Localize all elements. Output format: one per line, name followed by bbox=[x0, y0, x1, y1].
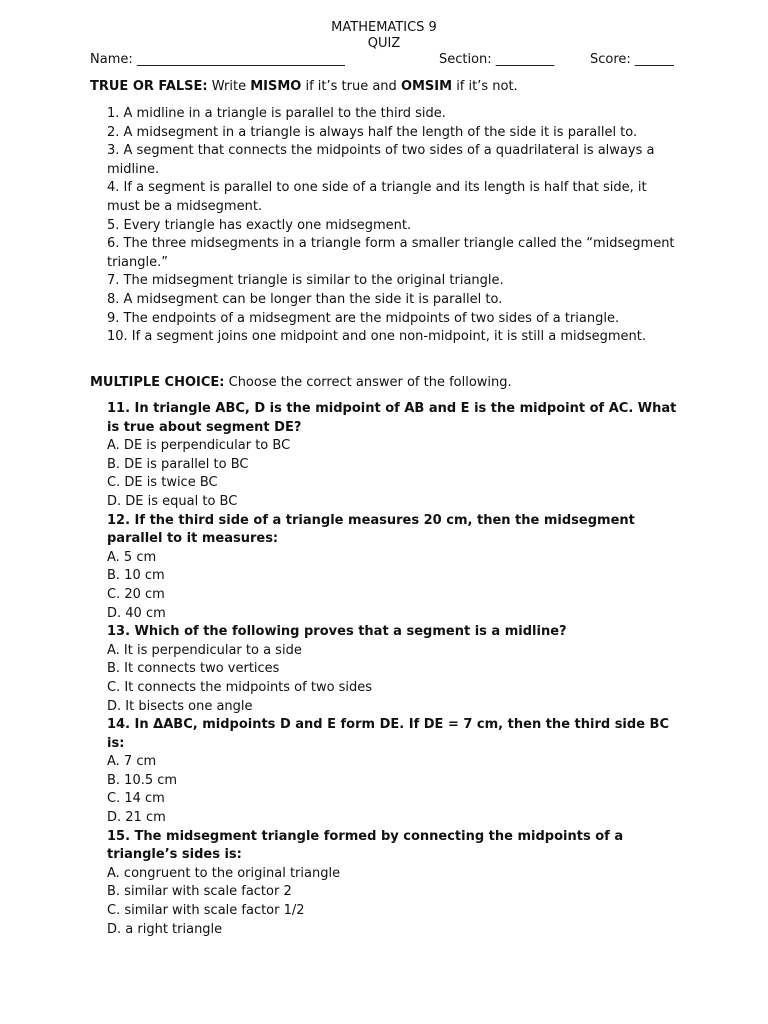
tf-instr-part2: if it’s true and bbox=[301, 79, 401, 94]
true-false-heading: TRUE OR FALSE: bbox=[90, 79, 208, 94]
omsim-keyword: OMSIM bbox=[400, 79, 453, 94]
multiple-choice-list bbox=[107, 400, 687, 939]
mc-option: C. It connects the midpoints of two sides bbox=[107, 679, 373, 695]
mc-option: B. similar with scale factor 2 bbox=[107, 884, 292, 900]
mc-question: 11. In triangle ABC, D is the midpoint of AB and E is the midpoint of AC. What is true about segment DE? bbox=[107, 401, 677, 435]
mc-question-block bbox=[107, 623, 687, 716]
mc-question-block bbox=[107, 716, 687, 828]
mc-option: B. 10.5 cm bbox=[107, 772, 178, 788]
mc-option: D. a right triangle bbox=[107, 921, 223, 937]
mc-question: 15. The midsegment triangle formed by connecting the midpoints of a triangle’s sides is: bbox=[107, 828, 624, 863]
mc-option: A. 5 cm bbox=[107, 549, 157, 565]
tf-item: 2. A midsegment in a triangle is always half the length of the side it is parallel to. bbox=[107, 124, 638, 140]
tf-item: 3. A segment that connects the midpoints of two sides of a quadrilateral is always a midline. bbox=[107, 143, 655, 177]
mc-question: 13. Which of the following proves that a segment is a midline? bbox=[107, 624, 567, 640]
mc-option: D. It bisects one angle bbox=[107, 698, 253, 714]
score-field: Score: ______ bbox=[590, 52, 674, 67]
mc-question: 14. In ΔABC, midpoints D and E form DE. If DE = 7 cm, then the third side BC is: bbox=[107, 717, 669, 751]
mc-option: A. congruent to the original triangle bbox=[107, 865, 341, 881]
mc-instruction: Choose the correct answer of the following. bbox=[224, 375, 512, 390]
tf-item: 5. Every triangle has exactly one midsegment. bbox=[107, 217, 412, 233]
tf-instr-part3: if it’s not. bbox=[452, 79, 518, 94]
tf-item: 9. The endpoints of a midsegment are the midpoints of two sides of a triangle. bbox=[107, 310, 620, 326]
student-info-row bbox=[90, 51, 680, 68]
tf-item: 8. A midsegment can be longer than the side it is parallel to. bbox=[107, 291, 503, 307]
mc-option: C. 14 cm bbox=[107, 791, 165, 807]
name-field: Name: ________________________________ bbox=[90, 52, 345, 67]
mc-option: B. It connects two vertices bbox=[107, 661, 280, 677]
mc-option: D. 21 cm bbox=[107, 810, 166, 826]
tf-item: 10. If a segment joins one midpoint and one non-midpoint, it is still a midsegment. bbox=[107, 329, 647, 345]
mc-option: D. 40 cm bbox=[107, 605, 166, 621]
tf-item: 7. The midsegment triangle is similar to the original triangle. bbox=[107, 273, 504, 289]
mc-question-block bbox=[107, 512, 687, 624]
true-false-list bbox=[107, 105, 677, 347]
section-field: Section: _________ bbox=[439, 52, 555, 67]
tf-item: 6. The three midsegments in a triangle form a smaller triangle called the “midsegment triangle.” bbox=[107, 236, 675, 270]
mc-option: B. DE is parallel to BC bbox=[107, 456, 249, 472]
mc-question: 12. If the third side of a triangle measures 20 cm, then the midsegment parallel to it measures: bbox=[107, 512, 635, 547]
mc-question-block bbox=[107, 400, 687, 512]
mc-option: A. DE is perpendicular to BC bbox=[107, 438, 291, 454]
mismo-keyword: MISMO bbox=[250, 79, 302, 94]
multiple-choice-heading: MULTIPLE CHOICE: bbox=[90, 375, 225, 390]
mc-option: C. 20 cm bbox=[107, 586, 165, 602]
tf-instr-part1: Write bbox=[207, 79, 251, 94]
mc-option: B. 10 cm bbox=[107, 568, 165, 584]
true-false-instructions bbox=[90, 78, 518, 95]
mc-option: D. DE is equal to BC bbox=[107, 493, 238, 509]
mc-option: C. DE is twice BC bbox=[107, 475, 218, 491]
tf-item: 4. If a segment is parallel to one side of a triangle and its length is half that side, it must be a midsegment. bbox=[107, 180, 647, 214]
subject-title: MATHEMATICS 9 bbox=[331, 20, 437, 35]
mc-option: A. It is perpendicular to a side bbox=[107, 642, 302, 658]
tf-item: 1. A midline in a triangle is parallel to the third side. bbox=[107, 106, 446, 121]
mc-option: A. 7 cm bbox=[107, 754, 157, 770]
mc-option: C. similar with scale factor 1/2 bbox=[107, 903, 305, 919]
mc-question-block bbox=[107, 828, 687, 940]
multiple-choice-instructions bbox=[90, 374, 512, 391]
quiz-title: QUIZ bbox=[367, 36, 401, 51]
